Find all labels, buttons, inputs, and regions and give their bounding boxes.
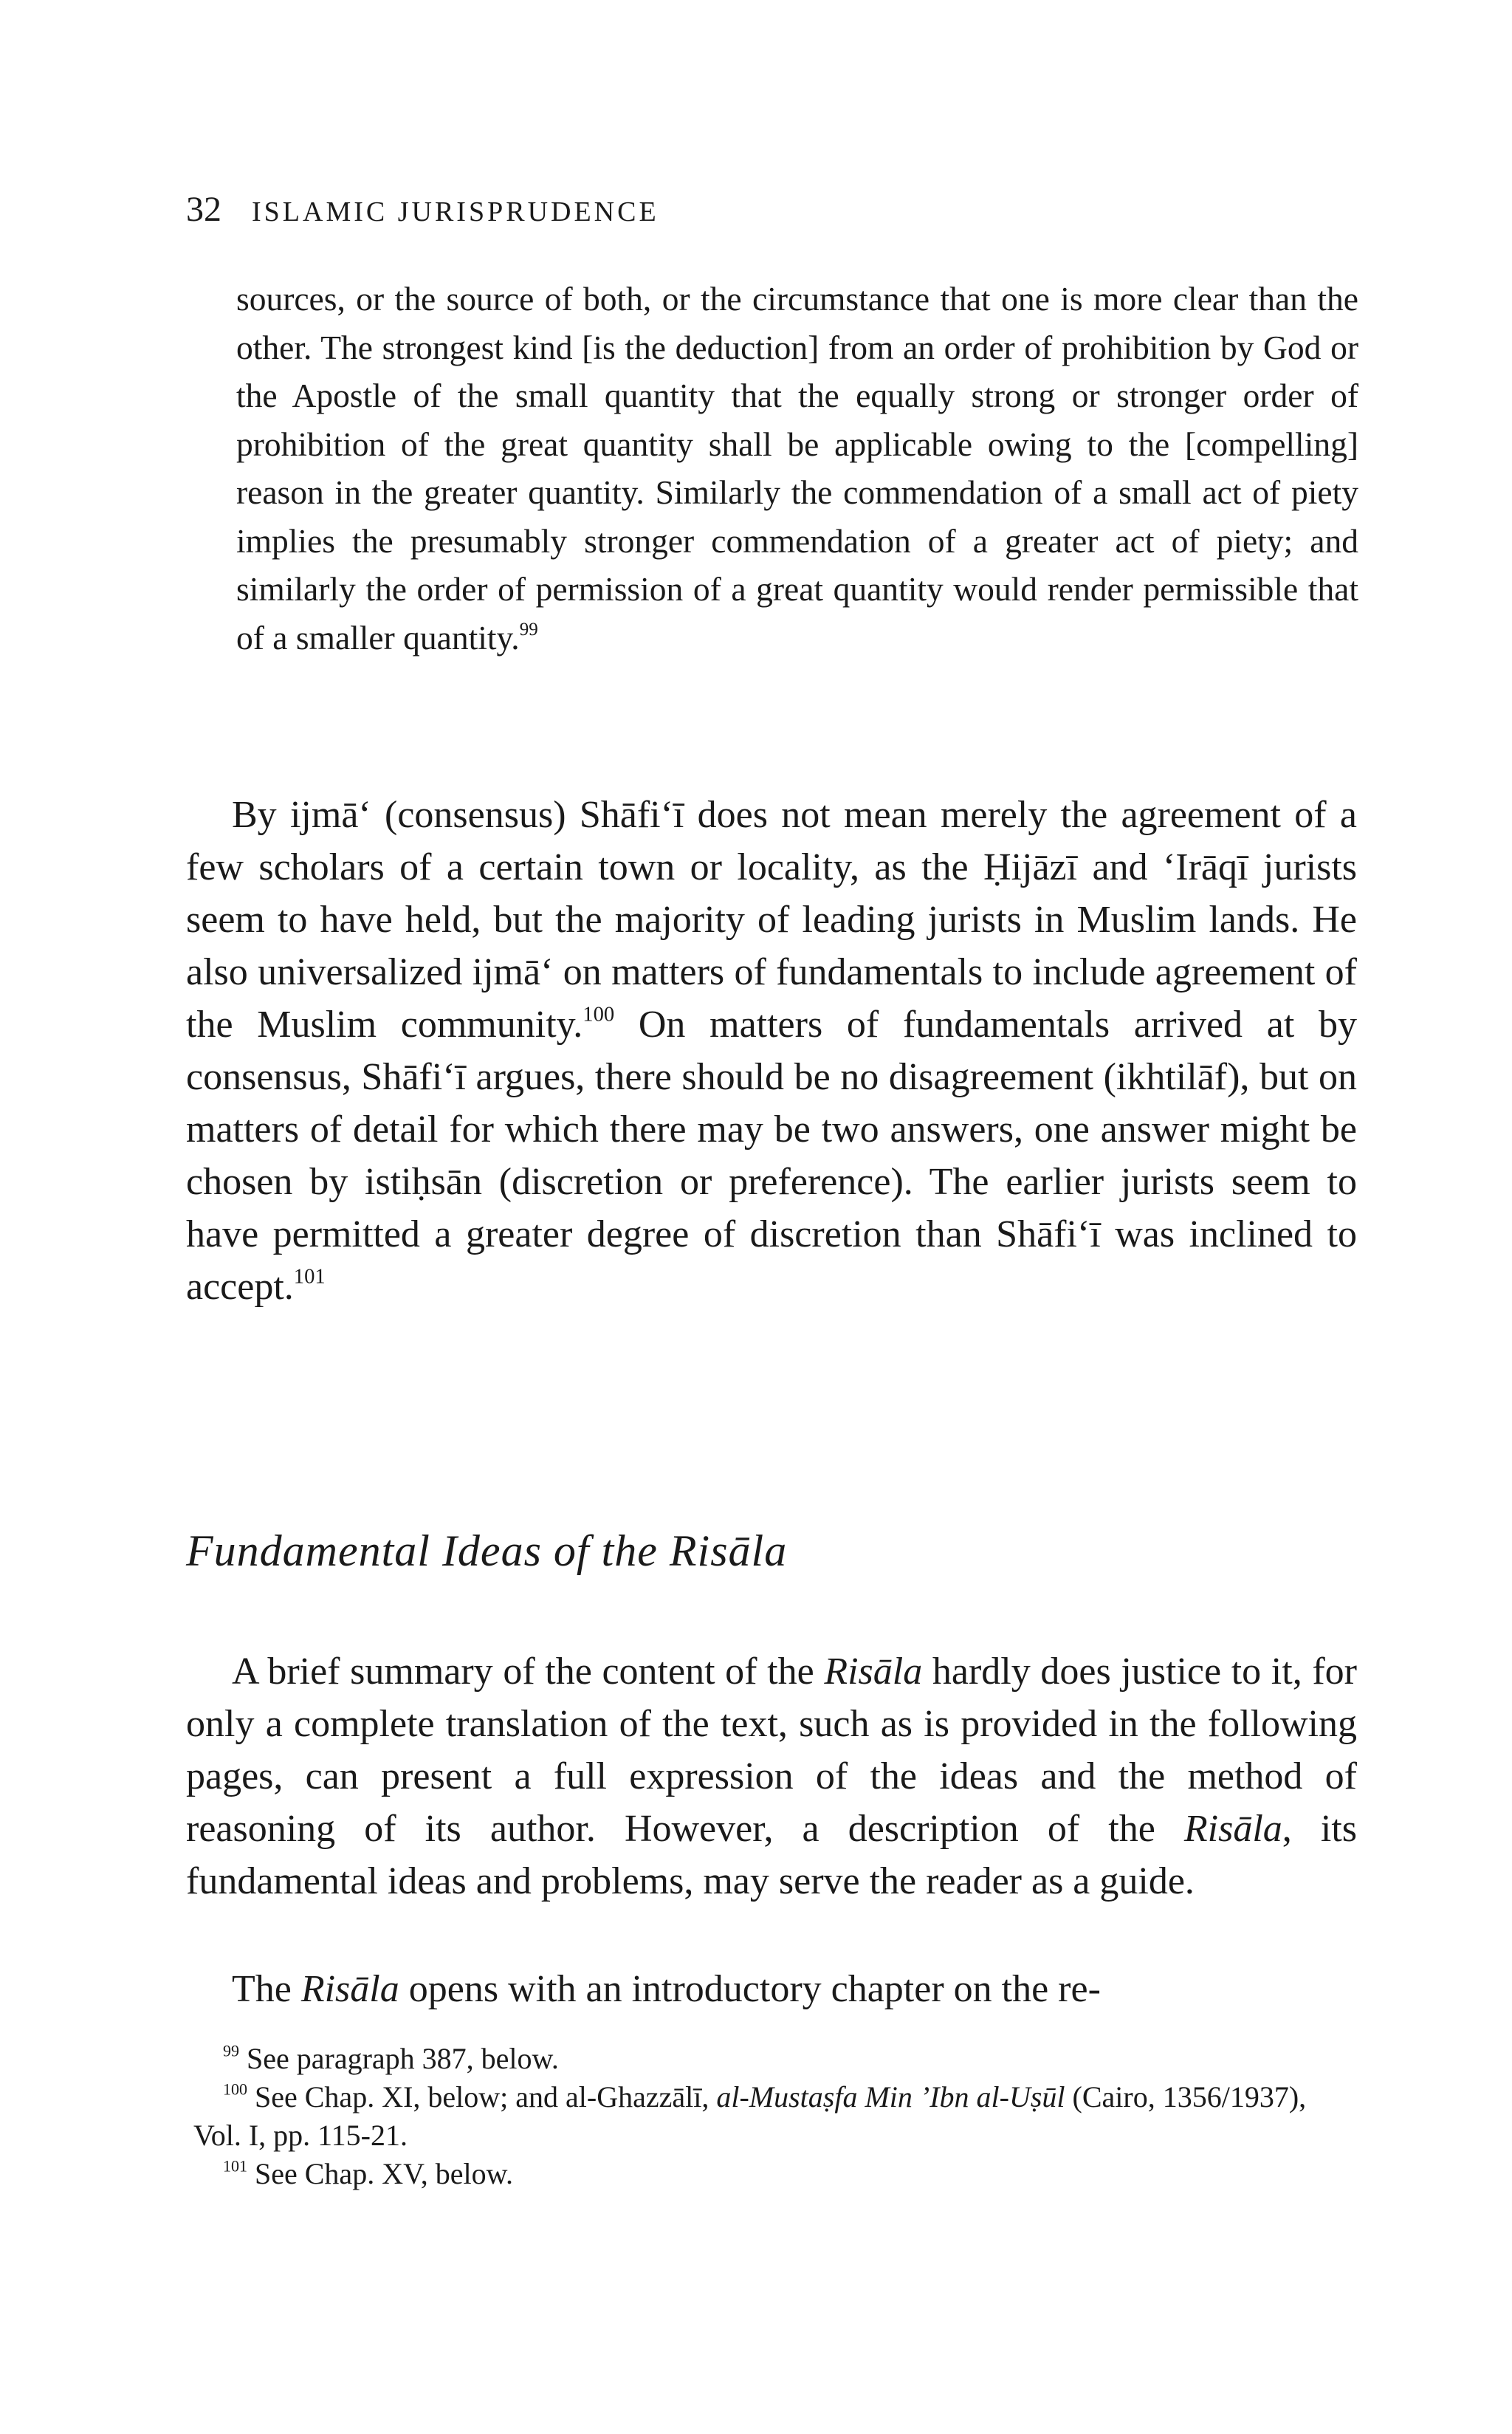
opens-title: Risāla [300, 1968, 399, 2010]
footnote-100 [193, 2078, 1360, 2155]
footnote-number: 100 [223, 2080, 247, 2099]
quoted-passage-text: sources, or the source of both, or the circumstance that one is more clear than the other. The strongest kind [is the deduction] from an order of prohibition by God or the Apostle of the small quantity that the equally strong or stronger order of prohibition of the great quantity shall be applicable owing to the [compelling] reason in the greater quantity. Similarly the commendation of a small act of piety implies the presumably stronger commendation of a greater act of piety; and similarly the order of permission of a great quantity would render permissible that of a smaller quantity. [236, 280, 1358, 657]
summary-text-2: hardly does justice to it, for only a complete translation of the text, such as is provided in the following pages, can present a full expression of the ideas and the method of reasoning of its author. However, a description of the [186, 1650, 1357, 1850]
opens-text-2: opens with an introductory chapter on the re- [399, 1968, 1101, 2010]
summary-text-1: A brief summary of the content of the [232, 1650, 825, 1693]
footnote-ref-99: 99 [519, 619, 538, 640]
footnote-title: al-Mustaṣfa Min ’Ibn al-Uṣūl [716, 2080, 1065, 2114]
opens-text-1: The [232, 1968, 301, 2010]
footnote-ref-101: 101 [293, 1265, 326, 1289]
footnote-ref-100: 100 [583, 1003, 615, 1026]
paragraph-opens [186, 1963, 1357, 2015]
summary-text-3: , its fundamental ideas and problems, may serve the reader as a guide. [186, 1808, 1358, 1902]
paragraph-summary [186, 1645, 1357, 1907]
quoted-passage [236, 275, 1358, 662]
footnote-101 [193, 2155, 1360, 2193]
summary-title-1: Risāla [824, 1650, 923, 1693]
page-header [186, 180, 1367, 239]
summary-title-2: Risāla [1183, 1808, 1282, 1850]
footnote-99 [193, 2040, 1360, 2078]
paragraph-ijma-part1: By ijmā‘ (consensus) Shāfi‘ī does not mean merely the agreement of a few scholars of a certain town or locality, as the Ḥijāzī and ‘Irāqī jurists seem to have held, but the majority of leading jurists in Muslim lands. He also universalized ijmā‘ on matters of fundamentals to include agreement of the Muslim community. [186, 794, 1357, 1046]
footnote-number: 99 [223, 2041, 239, 2060]
paragraph-ijma-part2: On matters of fundamentals arrived at by consensus, Shāfi‘ī argues, there should be no disagreement (ikhtilāf), but on matters of detail for which there may be two answers, one answer might be chosen by istiḥsān (discretion or preference). The earlier jurists seem to have permitted a greater degree of discretion than Shāfi‘ī was inclined to accept. [186, 1004, 1357, 1308]
footnote-text: See Chap. XI, below; and al-Ghazzālī, [247, 2080, 717, 2114]
section-heading: Fundamental Ideas of the Risāla [186, 1526, 788, 1575]
footnote-text: See paragraph 387, below. [239, 2042, 559, 2075]
footnote-text: See Chap. XV, below. [247, 2157, 513, 2190]
running-title: ISLAMIC JURISPRUDENCE [252, 196, 659, 227]
footnote-text: (Cairo, 1356/1937), Vol. I, pp. 115-21. [193, 2080, 1307, 2152]
page-number: 32 [186, 190, 221, 229]
footnotes [193, 2040, 1360, 2193]
footnote-number: 101 [223, 2156, 247, 2176]
paragraph-ijma [186, 789, 1357, 1313]
